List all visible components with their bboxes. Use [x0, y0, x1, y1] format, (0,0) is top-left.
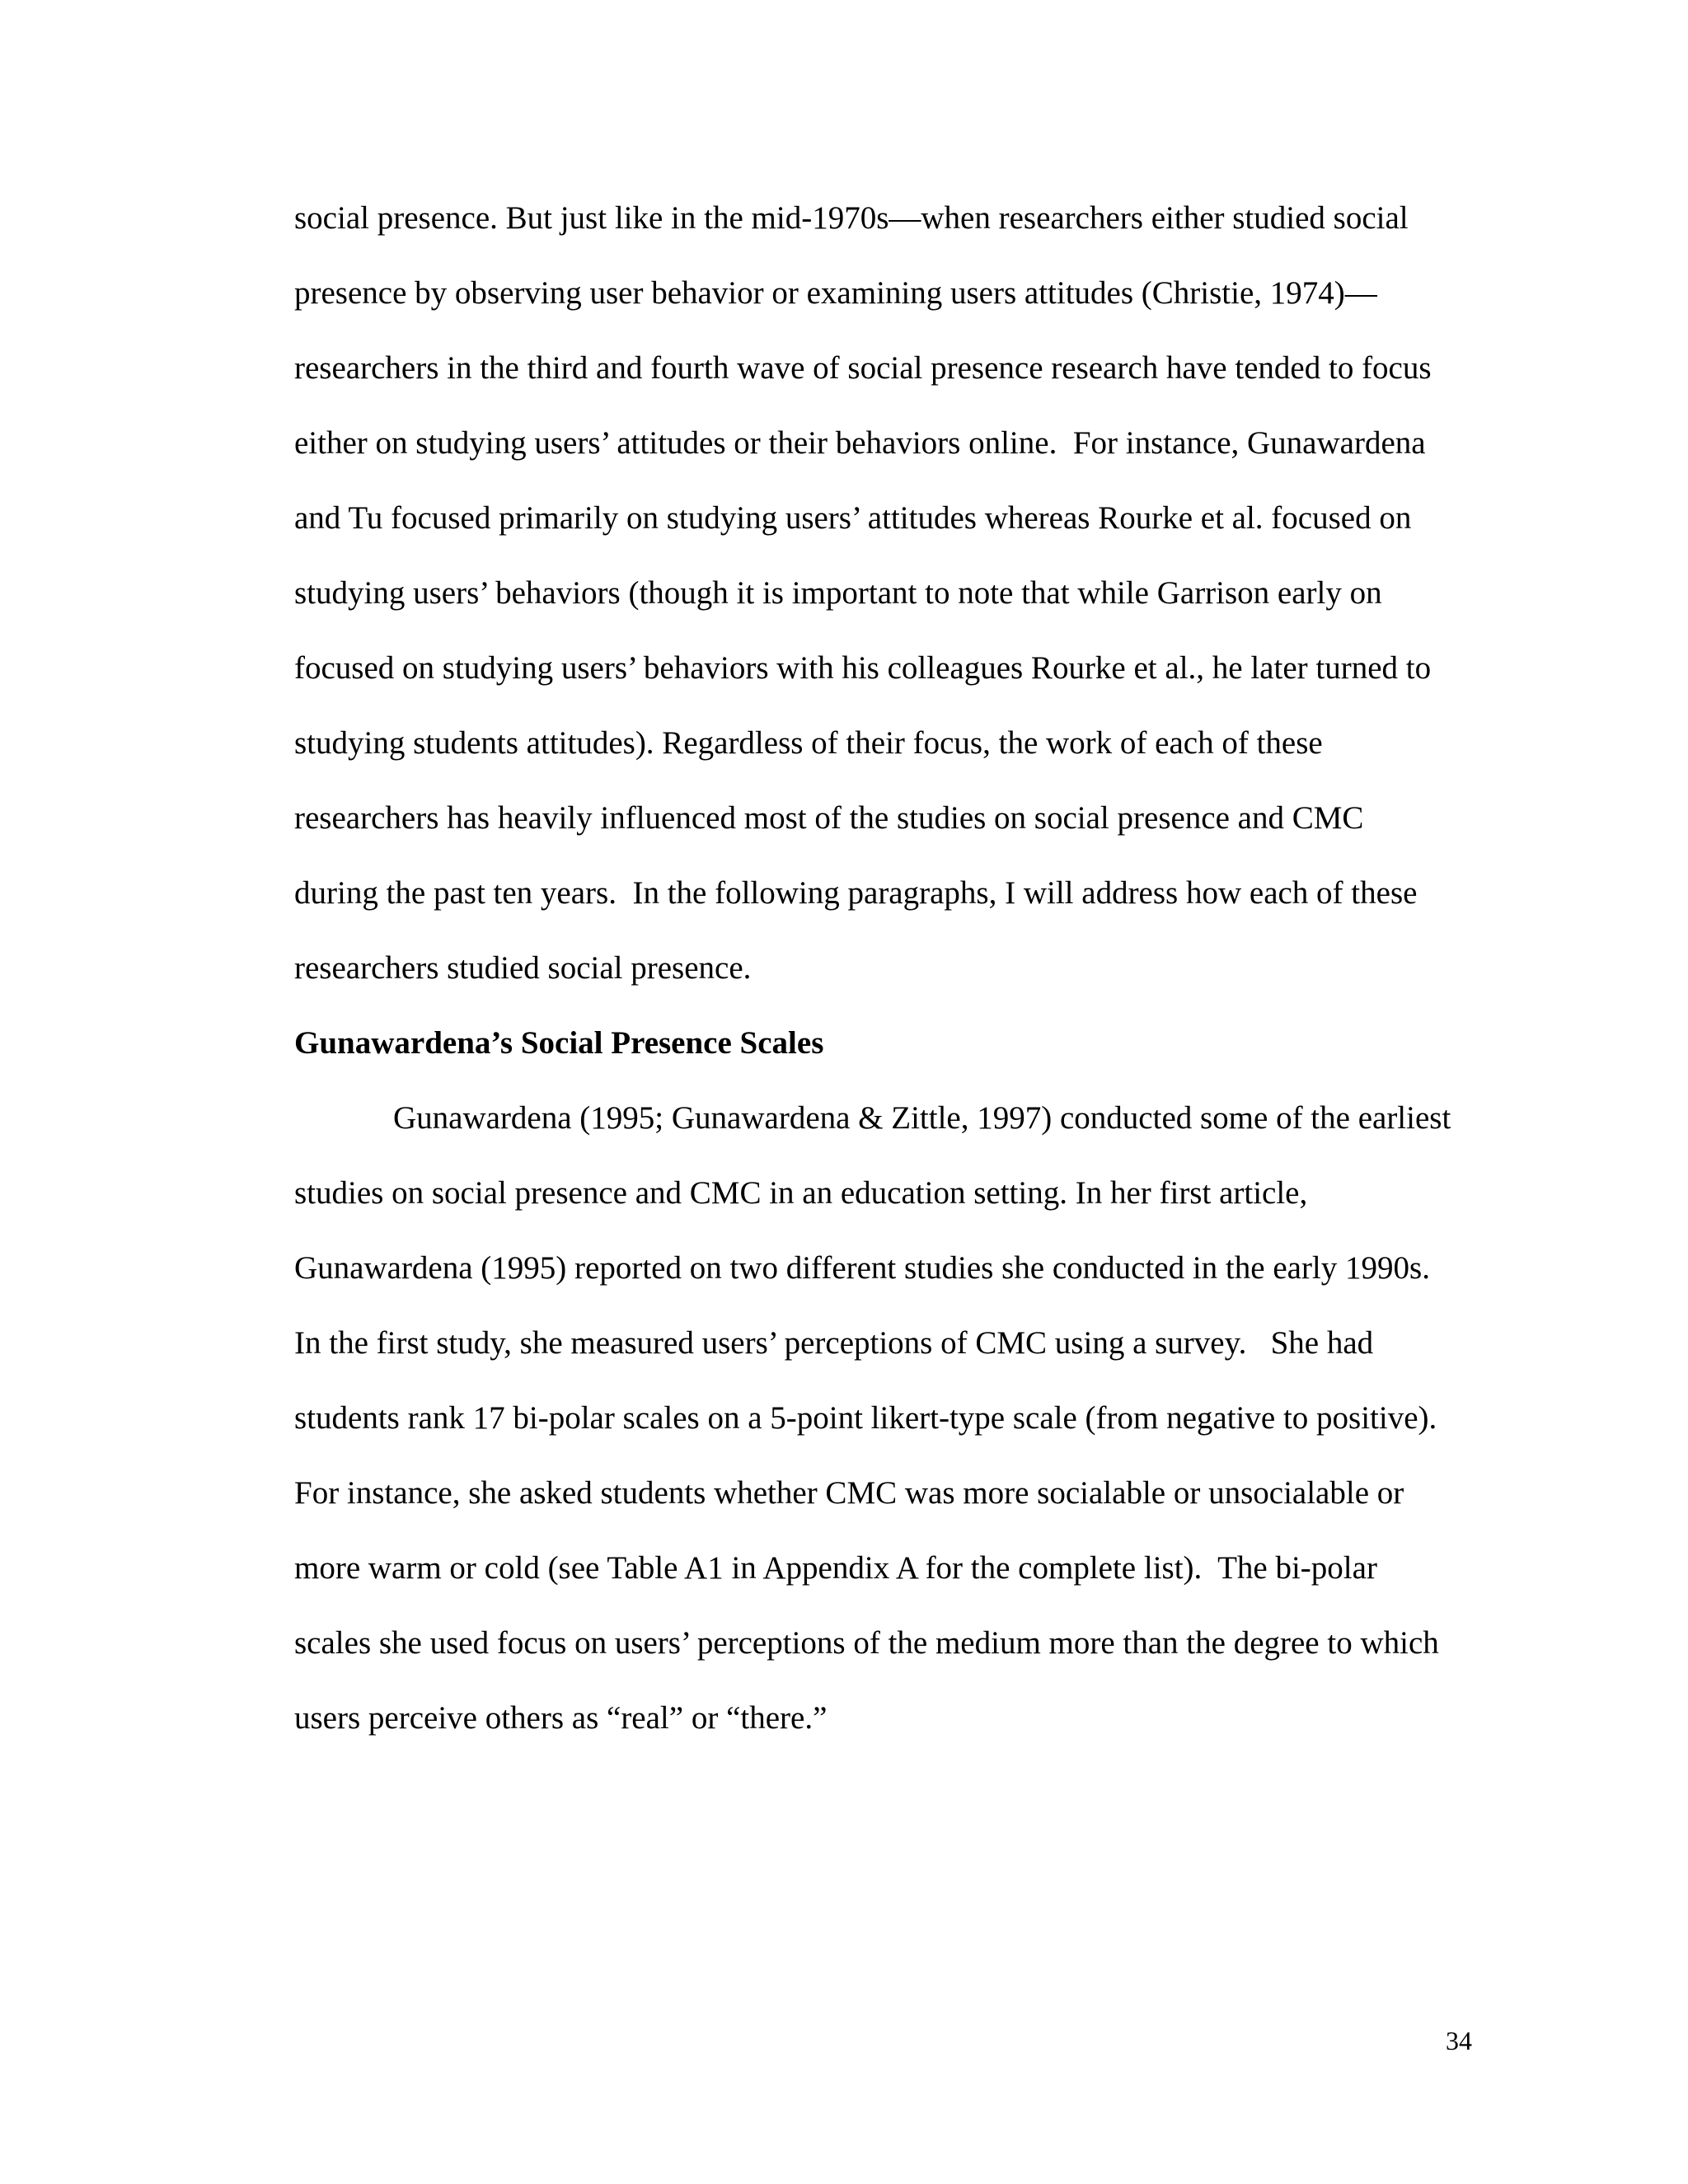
- page-number: 34: [1446, 2026, 1472, 2055]
- body-text-line: studying users’ behaviors (though it is important to note that while Garrison early on: [294, 575, 1382, 611]
- body-text-line: either on studying users’ attitudes or their behaviors online. For instance, Gunawardena: [294, 425, 1426, 461]
- body-text-line: during the past ten years. In the following paragraphs, I will address how each of these: [294, 875, 1418, 911]
- body-text-line: For instance, she asked students whether CMC was more socialable or unsocialable or: [294, 1475, 1404, 1511]
- body-text-line: presence by observing user behavior or examining users attitudes (Christie, 1974)—: [294, 275, 1377, 311]
- body-text-line: Gunawardena (1995; Gunawardena & Zittle, 1997) conducted some of the earliest: [393, 1100, 1451, 1136]
- body-text-line: researchers in the third and fourth wave of social presence research have tended to focus: [294, 350, 1432, 386]
- body-text-line: more warm or cold (see Table A1 in Appendix A for the complete list). The bi-polar: [294, 1550, 1377, 1586]
- body-text-line: users perceive others as “real” or “there.”: [294, 1700, 828, 1736]
- body-text-line: social presence. But just like in the mid-1970s—when researchers either studied social: [294, 200, 1409, 236]
- body-text-line: researchers has heavily influenced most of the studies on social presence and CMC: [294, 800, 1364, 836]
- body-text-line: Gunawardena (1995) reported on two different studies she conducted in the early 1990s.: [294, 1250, 1430, 1286]
- body-text-line: studying students attitudes). Regardless of their focus, the work of each of these: [294, 725, 1323, 761]
- body-text-line: researchers studied social presence.: [294, 950, 752, 986]
- body-text-line: focused on studying users’ behaviors with his colleagues Rourke et al., he later turned to: [294, 650, 1432, 686]
- body-text-line: scales she used focus on users’ perceptions of the medium more than the degree to which: [294, 1625, 1439, 1661]
- body-text-line: and Tu focused primarily on studying users’ attitudes whereas Rourke et al. focused on: [294, 500, 1412, 536]
- section-heading: Gunawardena’s Social Presence Scales: [294, 1025, 824, 1061]
- body-text-line: studies on social presence and CMC in an education setting. In her first article,: [294, 1175, 1308, 1211]
- body-text-line: students rank 17 bi-polar scales on a 5-point likert-type scale (from negative to positive).: [294, 1400, 1437, 1436]
- body-text-line: In the first study, she measured users’ perceptions of CMC using a survey. She had: [294, 1325, 1374, 1361]
